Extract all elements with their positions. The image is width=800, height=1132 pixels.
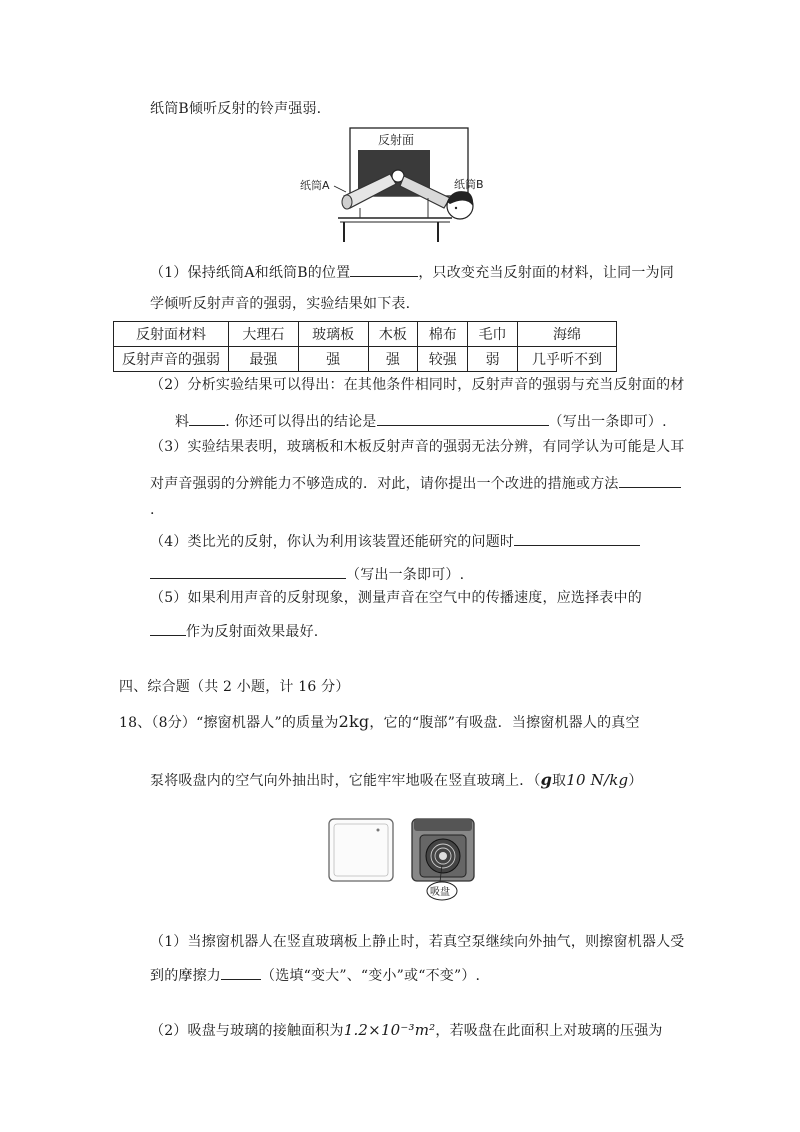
question-text: 18、（8分）“擦窗机器人”的质量为	[119, 715, 339, 731]
question-text: （选填“变大”、“变小”或“不变”）.	[261, 968, 481, 984]
window-robot-figure	[326, 815, 478, 903]
table-cell: 弱	[468, 347, 518, 372]
table-cell: 海绵	[518, 322, 617, 347]
suction-label: 吸盘	[430, 887, 450, 898]
table-cell: 强	[368, 347, 418, 372]
question-4-line-1	[150, 530, 640, 552]
question-3-line-2	[150, 472, 681, 494]
table-cell: 反射声音的强弱	[114, 347, 229, 372]
question-text: ，只改变充当反射面的材料，让同一为同	[418, 265, 674, 281]
tube-b-label: 纸筒B	[454, 178, 484, 191]
table-cell: 最强	[229, 347, 299, 372]
intro-line: 纸筒B倾听反射的铃声强弱.	[150, 101, 322, 117]
question-text: （写出一条即可）.	[346, 567, 465, 583]
reflection-apparatus-figure	[300, 126, 490, 244]
question-text: （4）类比光的反射，你认为利用该装置还能研究的问题时	[150, 534, 515, 550]
question-text: 泵将吸盘内的空气向外抽出时，它能牢牢地吸在竖直玻璃上．（	[150, 773, 541, 789]
answer-blank[interactable]	[350, 261, 418, 277]
table-cell: 大理石	[229, 322, 299, 347]
question-text: . 你还可以得出的结论是	[225, 414, 377, 430]
question-5-line-1: （5）如果利用声音的反射现象，测量声音在空气中的传播速度，应选择表中的	[150, 590, 642, 606]
question-text: 取	[552, 773, 567, 789]
question-text: 到的摩擦力	[150, 968, 221, 984]
question-text: ，若吸盘在此面积上对玻璃的压强为	[435, 1023, 663, 1039]
table-row	[114, 347, 617, 372]
table-cell: 木板	[368, 322, 418, 347]
question-18-1-line-1: （1）当擦窗机器人在竖直玻璃板上静止时，若真空泵继续向外抽气，则擦窗机器人受	[150, 934, 685, 950]
robot-front-icon	[329, 819, 393, 881]
table-row	[114, 322, 617, 347]
question-2-line-2	[175, 410, 667, 432]
answer-blank[interactable]	[377, 410, 549, 426]
table-cell: 几乎听不到	[518, 347, 617, 372]
question-2-line-1: （2）分析实验结果可以得出：在其他条件相同时，反射声音的强弱与充当反射面的材	[150, 377, 685, 393]
robot-back-icon	[412, 819, 474, 881]
student-icon	[447, 191, 473, 219]
g-symbol: g	[540, 770, 552, 789]
question-text: （2）吸盘与玻璃的接触面积为	[150, 1023, 344, 1039]
answer-blank[interactable]	[150, 620, 186, 636]
question-1-line-2: 学倾听反射声音的强弱，实验结果如下表.	[150, 296, 411, 312]
question-18-2-line	[150, 1020, 663, 1041]
answer-blank[interactable]	[221, 964, 261, 980]
question-1-line-1	[150, 261, 674, 283]
area-value: 1.2×10⁻³m²	[343, 1021, 436, 1039]
g-value: 10 N/kg	[566, 771, 629, 789]
answer-blank[interactable]	[150, 563, 346, 579]
answer-blank[interactable]	[514, 530, 640, 546]
question-text: ，它的“腹部”有吸盘．当擦窗机器人的真空	[369, 715, 640, 731]
answer-blank[interactable]	[619, 472, 681, 488]
question-3-line-1: （3）实验结果表明，玻璃板和木板反射声音的强弱无法分辨，有同学认为可能是人耳	[150, 439, 685, 455]
table-cell: 毛巾	[468, 322, 518, 347]
table-cell: 棉布	[418, 322, 468, 347]
tube-a-label: 纸筒A	[300, 179, 330, 192]
question-5-line-2	[150, 620, 318, 642]
board-label: 反射面	[378, 133, 415, 147]
question-18-1-line-2	[150, 964, 480, 986]
section-heading: 四、综合题（共 2 小题，计 16 分）	[119, 679, 350, 695]
question-text: 保持纸筒A和纸筒B的位置	[187, 265, 351, 281]
results-table	[113, 321, 617, 372]
question-18-line-2	[150, 770, 643, 791]
table-cell: 玻璃板	[298, 322, 368, 347]
table-cell: 反射面材料	[114, 322, 229, 347]
question-text: 作为反射面效果最好.	[186, 624, 319, 640]
question-number: （1）	[150, 265, 188, 281]
question-18-line-1	[119, 712, 640, 733]
table-cell: 强	[298, 347, 368, 372]
question-text: 对声音强弱的分辨能力不够造成的．对此，请你提出一个改进的措施或方法	[150, 476, 619, 492]
table-cell: 较强	[418, 347, 468, 372]
answer-blank[interactable]	[189, 410, 225, 426]
question-text: 料	[175, 414, 190, 430]
question-3-line-3: .	[150, 502, 155, 518]
question-text: （写出一条即可）.	[548, 414, 667, 430]
mass-value: 2kg	[338, 712, 370, 731]
question-4-line-2	[150, 563, 464, 585]
question-text: ）	[628, 773, 643, 789]
